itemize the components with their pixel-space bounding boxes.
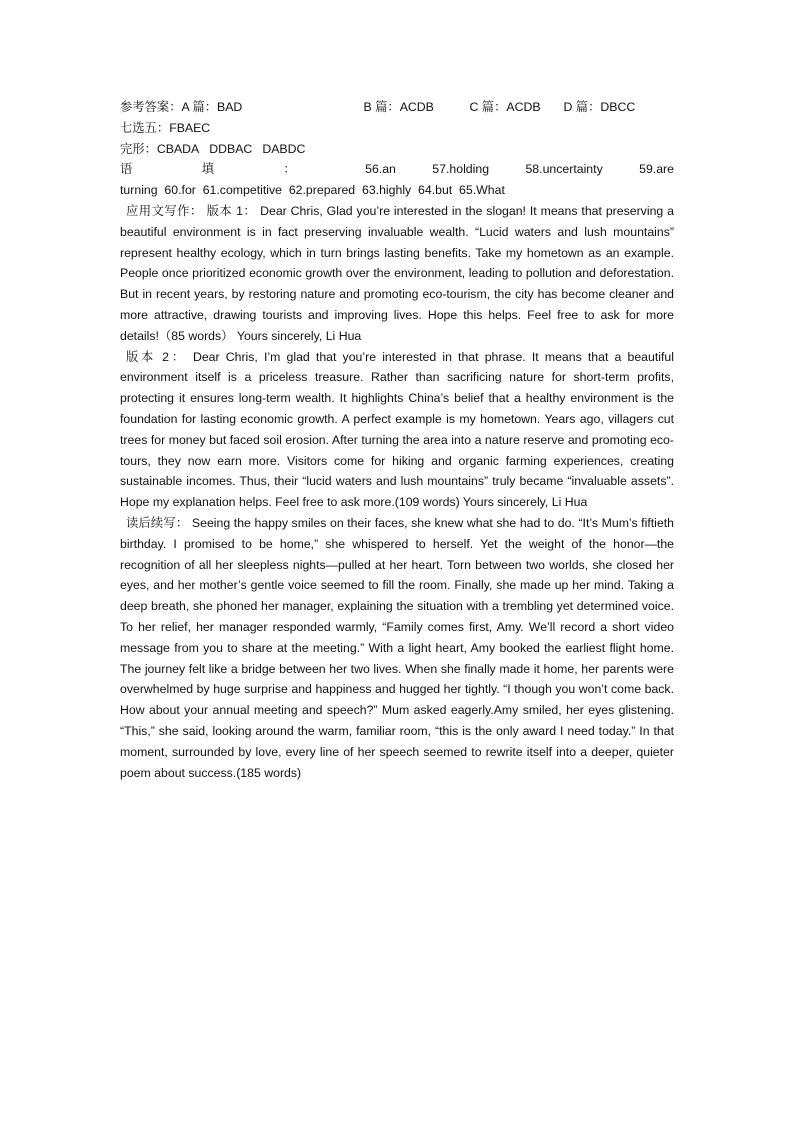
- grammar-fill-57: 57.holding: [432, 162, 490, 177]
- grammar-fill-colon: ：: [283, 162, 329, 177]
- version-1-heading: 应用文写作： 版本 1：: [126, 203, 257, 218]
- answers-prefix: 参考答案：: [120, 100, 182, 114]
- practical-writing-version-1: [120, 201, 674, 347]
- seven-choose-five-answers: 七选五：FBAEC: [120, 120, 211, 135]
- version-2-text: Dear Chris, I’m glad that you’re interested in that phrase. It means that a beautiful environment itself is a priceless treasure. Rather than sacrificing nature for short-term profits, protecting it ensures long-term wealth. It highlights China’s belief that a healthy environment is the foundation for lasting economic growth. A perfect example is my hometown. Years ago, villagers cut trees for money but faced soil erosion. After turning the area into a nature reserve and promoting eco-tours, they now earn more. Visitors come for hiking and organic farming experiences, creating sustainable incomes. Thus, their “lucid waters and lush mountains” truly became “invaluable assets”. Hope my explanation helps. Feel free to ask more.(109 words) Yours sincerely, Li Hua: [120, 349, 674, 510]
- continuation-writing: [120, 513, 674, 783]
- grammar-fill-label-1: 语: [120, 162, 166, 177]
- grammar-fill-line-2: turning 60.for 61.competitive 62.prepared 63.highly 64.but 65.What: [120, 183, 505, 198]
- answer-passage-b: B 篇：ACDB: [363, 100, 434, 114]
- cloze-group-1: 完形：CBADA: [120, 141, 200, 156]
- grammar-fill-56: 56.an: [365, 162, 396, 177]
- reading-answers-line: [120, 97, 674, 118]
- continuation-heading: 读后续写：: [126, 515, 189, 530]
- cloze-group-3: DABDC: [262, 141, 306, 156]
- answer-passage-d: D 篇：DBCC: [563, 100, 636, 114]
- practical-writing-version-2: [120, 347, 674, 513]
- grammar-fill-58: 58.uncertainty: [525, 162, 603, 177]
- answer-passage-c: C 篇：ACDB: [469, 100, 541, 114]
- cloze-group-2: DDBAC: [209, 141, 253, 156]
- continuation-text: Seeing the happy smiles on their faces, she knew what she had to do. “It’s Mum’s fiftieth birthday. I promised to be home,” she whispered to herself. Yet the weight of the honor—the recognition of all her sleepless nights—pulled at her heart. Torn between two worlds, she closed her eyes, and her mother’s gentle voice seemed to fill the room. Finally, she made up her mind. Taking a deep breath, she phoned her manager, explaining the situation with a trembling yet determined voice. To her relief, her manager responded warmly, “Family comes first, Amy. We’ll record a short video message from you to share at the meeting.” With a light heart, Amy booked the earliest flight home. The journey felt like a bridge between her two lives. When she finally made it home, her parents were overwhelmed by huge surprise and happiness and hugged her tightly. “I though you won’t come back. How about your annual meeting and speech?” Mum asked eagerly.Amy smiled, her eyes glistening. “This,” she said, looking around the warm, familiar room, “this is the only award I need today.” In that moment, surrounded by love, every line of her speech seemed to rewrite itself into a deeper, quieter poem about success.(185 words): [120, 515, 674, 780]
- answer-passage-a: A 篇：BAD: [181, 100, 243, 114]
- grammar-fill-59: 59.are: [639, 162, 674, 177]
- version-2-heading: 版本 2：: [126, 349, 187, 364]
- version-1-text: Dear Chris, Glad you’re interested in the slogan! It means that preserving a beautiful environment is in fact preserving invaluable wealth. “Lucid waters and lush mountains” represent healthy ecology, which in turn brings lasting benefits. Take my hometown as an example. People once prioritized economic growth over the environment, leading to pollution and deforestation. But in recent years, by restoring nature and promoting eco-tourism, the city has become cleaner and more attractive, drawing tourists and improving lives. Hope this helps. Feel free to ask for more details!（85 words） Yours sincerely, Li Hua: [120, 203, 674, 343]
- grammar-fill-label-2: 填: [201, 162, 247, 177]
- grammar-fill-line-1: [120, 159, 674, 180]
- cloze-answers: [120, 139, 674, 160]
- answer-key-document: [120, 97, 674, 783]
